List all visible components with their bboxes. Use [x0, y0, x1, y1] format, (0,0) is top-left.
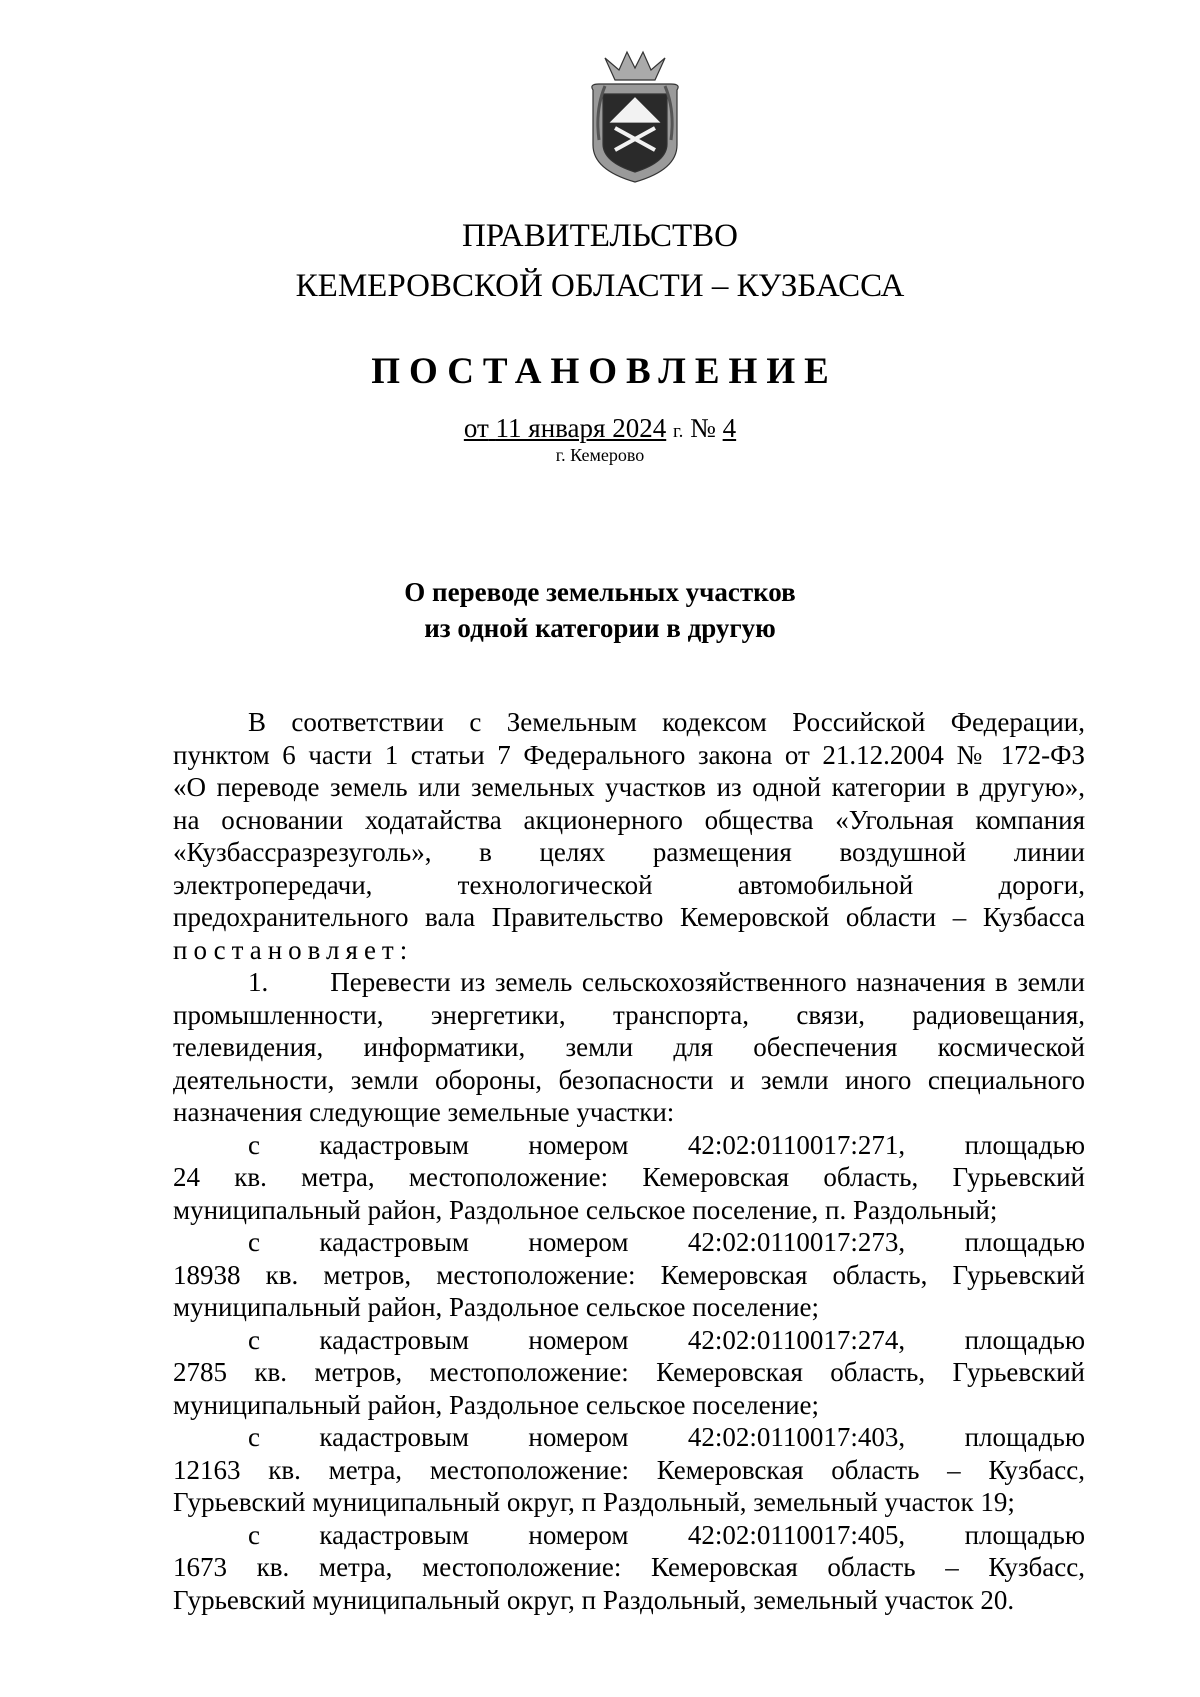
- body-line: электропередачи, технологической автомобильной дороги,: [173, 869, 1085, 900]
- parcel-line: с кадастровым номером 42:02:0110017:405, площадью: [248, 1519, 1085, 1550]
- parcel-line: Гурьевский муниципальный округ, п Раздольный, земельный участок 20.: [173, 1584, 1015, 1615]
- document-number: 4: [722, 413, 737, 443]
- item-number: 1.: [248, 967, 269, 997]
- parcel-line: муниципальный район, Раздольное сельское поселение;: [173, 1292, 820, 1322]
- subject-line2: из одной категории в другую: [424, 613, 776, 643]
- document-body: [173, 706, 1085, 1616]
- parcel-line: 12163 кв. метра, местоположение: Кемеровская область – Кузбасс,: [173, 1454, 1085, 1485]
- body-line: назначения следующие земельные участки:: [173, 1097, 675, 1127]
- parcel-line: с кадастровым номером 42:02:0110017:274, площадью: [248, 1324, 1085, 1355]
- body-line: В соответствии с Земельным кодексом Российской Федерации,: [248, 707, 1085, 737]
- body-line: промышленности, энергетики, транспорта, связи, радиовещания,: [173, 999, 1085, 1030]
- body-line-item-1: [173, 966, 1085, 999]
- body-line-decree-word: постановляет:: [173, 934, 414, 965]
- document-date-number: [0, 413, 1200, 444]
- parcel-line: с кадастровым номером 42:02:0110017:271, площадью: [248, 1129, 1085, 1160]
- body-line: пунктом 6 части 1 статьи 7 Федерального закона от 21.12.2004 № 172-ФЗ: [173, 739, 1085, 770]
- document-date: 11 января 2024: [495, 413, 667, 443]
- body-line: деятельности, земли обороны, безопасности и земли иного специального: [173, 1064, 1085, 1095]
- parcel-line: муниципальный район, Раздольное сельское поселение;: [173, 1389, 820, 1420]
- body-line: «Кузбассразрезуголь», в целях размещения воздушной линии: [173, 837, 1085, 867]
- parcel-line: 2785 кв. метров, местоположение: Кемеровская область, Гурьевский: [173, 1357, 1085, 1387]
- coat-of-arms-emblem: [585, 50, 685, 185]
- item-text: Перевести из земель сельскохозяйственного назначения в земли: [330, 967, 1085, 997]
- organization-name-line2: КЕМЕРОВСКОЙ ОБЛАСТИ – КУЗБАССА: [295, 268, 905, 304]
- body-line: на основании ходатайства акционерного общества «Угольная компания: [173, 804, 1085, 835]
- subject-line1: О переводе земельных участков: [404, 577, 796, 607]
- parcel-line: с кадастровым номером 42:02:0110017:273, площадью: [248, 1227, 1085, 1257]
- parcel-line: 24 кв. метра, местоположение: Кемеровская область, Гурьевский: [173, 1162, 1085, 1192]
- document-city: г. Кемерово: [555, 445, 645, 465]
- parcel-line: Гурьевский муниципальный округ, п Раздольный, земельный участок 19;: [173, 1487, 1015, 1517]
- body-line: «О переводе земель или земельных участков из одной категории в другую»,: [173, 772, 1085, 802]
- number-sign: №: [690, 413, 716, 443]
- document-subject: [0, 574, 1200, 646]
- parcel-line: 1673 кв. метра, местоположение: Кемеровская область – Кузбасс,: [173, 1552, 1085, 1582]
- parcel-line: 18938 кв. метров, местоположение: Кемеровская область, Гурьевский: [173, 1259, 1085, 1290]
- document-type-title: ПОСТАНОВЛЕНИЕ: [371, 351, 838, 392]
- body-line: предохранительного вала Правительство Кемеровской области – Кузбасса: [173, 902, 1085, 932]
- date-prefix: от: [463, 413, 489, 443]
- body-line: телевидения, информатики, земли для обеспечения космической: [173, 1032, 1085, 1062]
- parcel-line: с кадастровым номером 42:02:0110017:403, площадью: [248, 1422, 1085, 1452]
- organization-name-line1: ПРАВИТЕЛЬСТВО: [461, 218, 739, 254]
- year-suffix: г.: [672, 421, 684, 442]
- parcel-line: муниципальный район, Раздольное сельское поселение, п. Раздольный;: [173, 1194, 998, 1225]
